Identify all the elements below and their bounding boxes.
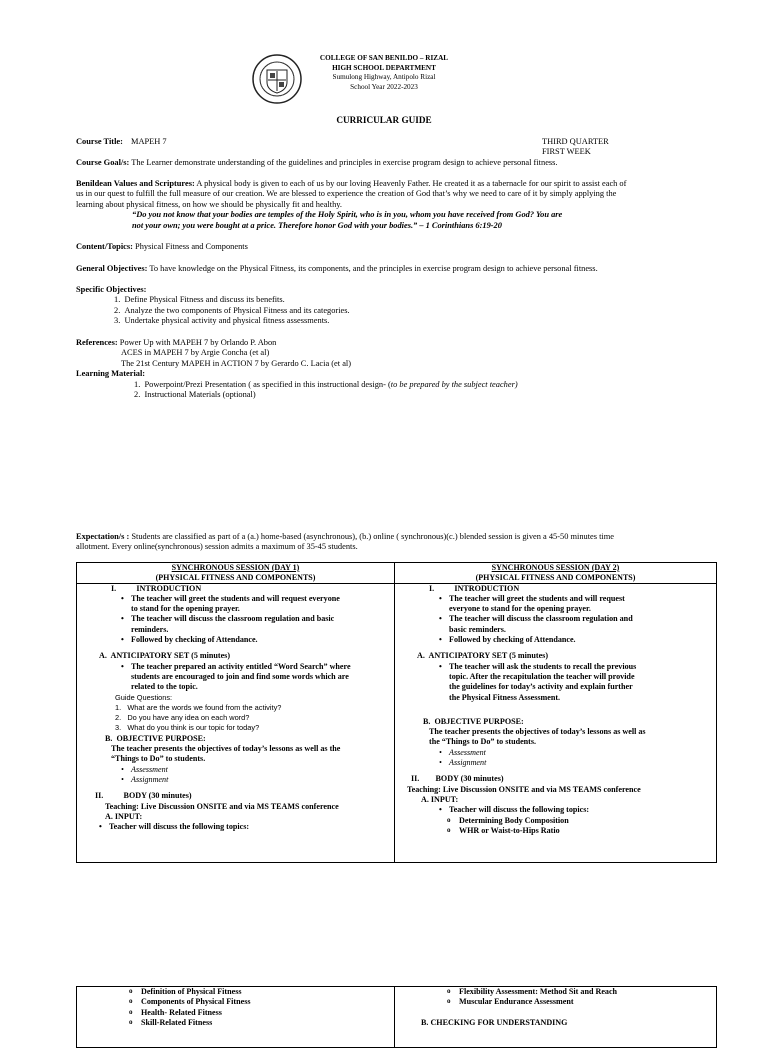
school-year: School Year 2022-2023: [350, 82, 418, 91]
day1-cell-continued: [77, 987, 395, 1048]
topic-item: o Skill-Related Fitness: [83, 1018, 388, 1028]
course-goal-text: The Learner demonstrate understanding of the guidelines and principles in exercise program design to achieve personal fitness.: [131, 158, 558, 167]
reference-3: The 21st Century MAPEH in ACTION 7 by Gerardo C. Lacia (et al): [121, 358, 352, 368]
scripture-quote-2: not your own; you were bought at a price. Therefore honor God with your bodies.” – 1 Corinthians 6:19-20: [132, 220, 502, 230]
list-item: • Teacher will discuss the following topics:: [99, 822, 250, 832]
specific-objectives-label: Specific Objectives:: [76, 285, 147, 294]
day1-cell: [77, 583, 395, 862]
list-item: • The teacher will discuss the classroom regulation and basic reminders.: [83, 614, 388, 635]
values-label: Benildean Values and Scriptures:: [76, 179, 195, 188]
quarter-label: THIRD QUARTER: [542, 137, 609, 146]
course-title-row: [76, 137, 167, 147]
day2-checking-heading: B. CHECKING FOR UNDERSTANDING: [421, 1017, 568, 1027]
content-text: Physical Fitness and Components: [135, 242, 248, 251]
week-label: FIRST WEEK: [542, 147, 591, 157]
general-objectives-text: To have knowledge on the Physical Fitness, its components, and the principles in exercise program design to achieve personal fitness.: [149, 264, 598, 273]
topic-item: o Health- Related Fitness: [83, 1008, 388, 1018]
topic-item: o Muscular Endurance Assessment: [401, 997, 710, 1007]
reference-1: Power Up with MAPEH 7 by Orlando P. Abon: [119, 338, 277, 347]
list-item: • The teacher will discuss the classroom regulation and basic reminders.: [401, 614, 710, 635]
day1-objective-heading: B. OBJECTIVE PURPOSE:: [105, 733, 206, 743]
learning-material-label: Learning Material:: [76, 369, 146, 379]
expectations-line-1: Students are classified as part of a (a.) home-based (asynchronous), (b.) online ( synchronous)(c.) blended session is given a 45-50 minutes time: [131, 532, 614, 541]
learning-material-item: 2. Instructional Materials (optional): [134, 390, 256, 400]
day2-intro-heading: I. INTRODUCTION: [429, 583, 520, 593]
day2-input-heading: A. INPUT:: [421, 794, 459, 804]
guide-question: 1. What are the words we found from the activity?: [115, 702, 282, 712]
list-item: • The teacher prepared an activity entitled “Word Search” where students are encouraged to join and find some words which are related to the topic.: [83, 662, 388, 693]
expectations-line-2: allotment. Every online(synchronous) session admits a maximum of 35-45 students.: [76, 542, 358, 552]
list-item: • Teacher will discuss the following topics:: [401, 805, 710, 815]
day2-teaching: Teaching: Live Discussion ONSITE and via MS TEAMS conference: [407, 784, 641, 794]
references: [76, 338, 676, 400]
topic-item: o WHR or Waist-to-Hips Ratio: [401, 826, 710, 836]
specific-objectives: [76, 285, 676, 327]
objective-item: 2. Analyze the two components of Physical Fitness and its categories.: [114, 305, 350, 315]
session-table: [76, 562, 717, 863]
topic-item: o Determining Body Composition: [401, 816, 710, 826]
values-line-2: us in our quest to fulfill the full measure of our creation. We are blessed to experience the creation of God that’s why we need to care of it by simply applying the: [76, 189, 617, 199]
day1-body-heading: II. BODY (30 minutes): [95, 791, 192, 801]
school-header: [290, 54, 478, 92]
quarter-block: [542, 137, 609, 158]
day1-header: SYNCHRONOUS SESSION (DAY 1) (PHYSICAL FITNESS AND COMPONENTS): [77, 563, 395, 584]
benildean-values: [76, 179, 716, 231]
day2-anticipatory-heading: A. ANTICIPATORY SET (5 minutes): [417, 651, 549, 661]
scripture-quote-1: “Do you not know that your bodies are temples of the Holy Spirit, who is in you, whom you have received from God? You are: [132, 210, 563, 220]
course-title-value: MAPEH 7: [131, 137, 167, 146]
general-objectives-label: General Objectives:: [76, 264, 148, 273]
guide-question: 3. What do you think is our topic for today?: [115, 723, 260, 733]
school-address: Sumulong Highway, Antipolo Rizal: [332, 73, 436, 82]
list-item: • Followed by checking of Attendance.: [83, 635, 388, 645]
todo-item: • Assignment: [83, 775, 388, 785]
values-line-1: A physical body is given to each of us by our loving Heavenly Father. He created it as a tabernacle for our spirit to assist each of: [196, 179, 627, 188]
values-line-3: learning about physical fitness, on how we should be physically fit and healthy.: [76, 199, 343, 209]
day1-intro-heading: I. INTRODUCTION: [111, 583, 202, 593]
course-goal: [76, 158, 696, 168]
expectations-label: Expectation/s :: [76, 532, 130, 541]
references-label: References:: [76, 338, 118, 347]
objective-item: 3. Undertake physical activity and physical fitness assessments.: [114, 316, 330, 326]
general-objectives: [76, 264, 716, 274]
objective-item: 1. Define Physical Fitness and discuss its benefits.: [114, 295, 285, 305]
day1-anticipatory-heading: A. ANTICIPATORY SET (5 minutes): [99, 651, 231, 661]
todo-item: • Assessment: [401, 748, 710, 758]
content-topics: [76, 242, 248, 252]
day2-objective-text: The teacher presents the objectives of today’s lessons as well as the “Things to Do” to students.: [429, 727, 646, 747]
department-name: HIGH SCHOOL DEPARTMENT: [332, 63, 436, 72]
college-name: COLLEGE OF SAN BENILDO – RIZAL: [319, 54, 449, 62]
content-label: Content/Topics:: [76, 242, 133, 251]
course-title-label: Course Title:: [76, 137, 123, 146]
course-goal-label: Course Goal/s:: [76, 158, 130, 167]
list-item: • Followed by checking of Attendance.: [401, 635, 710, 645]
day2-objective-heading: B. OBJECTIVE PURPOSE:: [423, 716, 524, 726]
list-item: • The teacher will greet the students and will request everyone to stand for the opening prayer.: [401, 594, 710, 615]
todo-item: • Assignment: [401, 758, 710, 768]
day1-teaching: Teaching: Live Discussion ONSITE and via MS TEAMS conference: [105, 801, 339, 811]
reference-2: ACES in MAPEH 7 by Argie Concha (et al): [121, 348, 270, 358]
day2-body-heading: II. BODY (30 minutes): [411, 774, 504, 784]
topic-item: o Components of Physical Fitness: [83, 997, 388, 1007]
todo-item: • Assessment: [83, 765, 388, 775]
page-title: CURRICULAR GUIDE: [336, 115, 432, 125]
session-table-continued: [76, 986, 717, 1048]
day2-cell: [395, 583, 717, 862]
learning-material-item: 1. Powerpoint/Prezi Presentation ( as specified in this instructional design- (to be prepared by the subject teacher): [134, 379, 518, 389]
day2-header: SYNCHRONOUS SESSION (DAY 2) (PHYSICAL FITNESS AND COMPONENTS): [395, 563, 717, 584]
expectations: [76, 532, 716, 553]
list-item: • The teacher will greet the students and will request everyone to stand for the opening prayer.: [83, 594, 388, 615]
day1-objective-text: The teacher presents the objectives of today’s lessons as well as the “Things to Do” to students.: [111, 744, 341, 764]
topic-item: o Flexibility Assessment: Method Sit and Reach: [401, 987, 710, 997]
guide-question: 2. Do you have any idea on each word?: [115, 713, 250, 723]
topic-item: o Definition of Physical Fitness: [83, 987, 388, 997]
day1-input-heading: A. INPUT:: [105, 811, 143, 821]
guide-questions-label: Guide Questions:: [115, 692, 173, 702]
day2-cell-continued: [395, 987, 717, 1048]
list-item: • The teacher will ask the students to recall the previous topic. After the recapitulation the teacher will provide the guidelines for today’s activity and explain further the Physical Fitness Assessment.: [401, 662, 710, 703]
